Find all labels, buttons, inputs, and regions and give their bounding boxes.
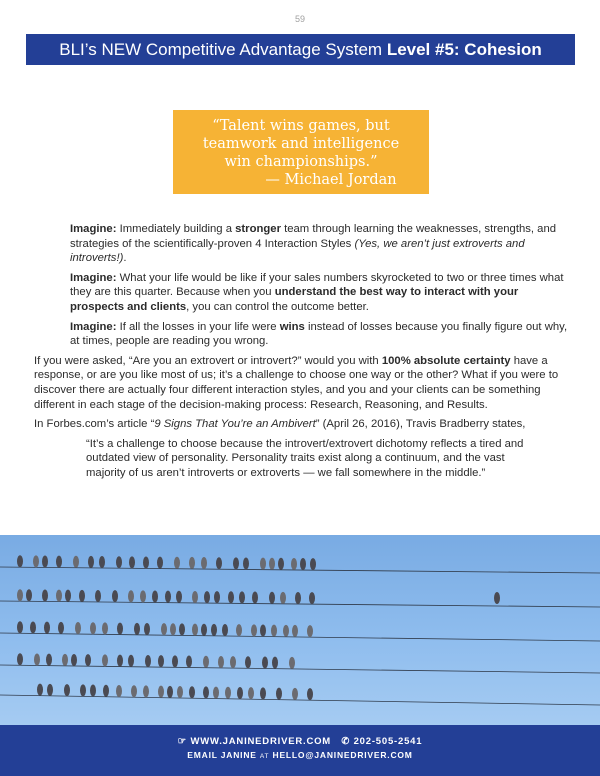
bird — [269, 592, 275, 604]
bird — [17, 653, 23, 665]
bird — [157, 557, 163, 569]
bird — [292, 625, 298, 637]
bird — [152, 591, 158, 603]
text-span: If all the losses in your life were — [116, 320, 280, 333]
bird — [272, 657, 278, 669]
bird — [186, 656, 192, 668]
bird — [248, 687, 254, 699]
bird — [65, 590, 71, 602]
bird — [271, 625, 277, 637]
bird — [71, 654, 77, 666]
bird — [116, 556, 122, 568]
bird — [143, 685, 149, 697]
bird — [44, 622, 50, 634]
bird — [203, 656, 209, 668]
phone-number[interactable]: 202-505-2541 — [353, 736, 423, 747]
bird — [116, 685, 122, 697]
bird — [260, 625, 266, 637]
at-word: AT — [259, 753, 270, 760]
bird — [26, 589, 32, 601]
bird — [131, 685, 137, 697]
power-wire — [0, 567, 600, 573]
bird — [291, 558, 297, 570]
footer-email-row — [0, 750, 600, 760]
bird — [145, 655, 151, 667]
bold-span: wins — [279, 320, 305, 333]
email-link[interactable]: HELLO@JANINEDRIVER.COM — [272, 750, 413, 760]
bird — [112, 590, 118, 602]
quote-box — [173, 110, 429, 194]
text-span: , you can control the outcome better. — [186, 300, 369, 313]
bird — [201, 557, 207, 569]
bird — [218, 656, 224, 668]
bird — [17, 621, 23, 633]
bird — [46, 654, 52, 666]
bird — [88, 556, 94, 568]
bird — [179, 623, 185, 635]
footer — [0, 725, 600, 776]
bird — [251, 624, 257, 636]
text-span: ” (April 26, 2016), Travis Bradberry states, — [315, 418, 526, 431]
bird — [42, 589, 48, 601]
bird — [95, 590, 101, 602]
bird — [203, 686, 209, 698]
bird — [214, 591, 220, 603]
phone-icon: ✆ — [341, 736, 351, 747]
bird — [56, 556, 62, 568]
bird — [189, 686, 195, 698]
bird — [56, 590, 62, 602]
bird — [204, 591, 210, 603]
bird — [75, 622, 81, 634]
power-wire — [0, 633, 600, 641]
bird — [233, 557, 239, 569]
bird — [192, 624, 198, 636]
text-span: If you were asked, “Are you an extrovert or introvert?” would you with — [34, 354, 382, 367]
power-wire — [0, 665, 600, 673]
bird — [292, 688, 298, 700]
text-span: . — [123, 252, 127, 265]
bird — [140, 590, 146, 602]
bird — [269, 558, 275, 570]
bird — [239, 591, 245, 603]
italic-span: (Yes, we aren’t just extroverts and introverts!) — [70, 237, 525, 265]
bird — [17, 555, 23, 567]
bird — [64, 684, 70, 696]
bird — [128, 590, 134, 602]
bird — [30, 621, 36, 633]
bird — [170, 623, 176, 635]
bird — [245, 656, 251, 668]
bird — [289, 657, 295, 669]
imagine-paragraph-2 — [70, 271, 574, 315]
bird — [128, 655, 134, 667]
bird — [102, 622, 108, 634]
bird — [90, 685, 96, 697]
text-span: instead of losses because you finally figure out why, at times, people are reading you wrong. — [70, 320, 568, 348]
bird — [37, 684, 43, 696]
bird — [174, 557, 180, 569]
bird — [134, 623, 140, 635]
bird — [280, 592, 286, 604]
bird — [283, 625, 289, 637]
bird — [158, 686, 164, 698]
body-text — [34, 222, 574, 481]
bird — [161, 623, 167, 635]
forbes-paragraph — [34, 417, 574, 432]
quote-line-1: “Talent wins games, but — [212, 118, 390, 134]
pointing-hand-icon: ☞ — [177, 736, 187, 747]
bird — [172, 655, 178, 667]
text-span: team through learning the weaknesses, strengths, and strategies of the scientifically-proven 4 Interaction Styles — [70, 223, 557, 250]
bird — [300, 558, 306, 570]
bold-span: stronger — [235, 223, 281, 235]
bird — [307, 688, 313, 700]
banner-level: Level #5: Cohesion — [386, 40, 542, 59]
text-span: What your life would be like if your sales numbers skyrocketed to two or three times what they are this quarter. Because when you — [70, 271, 564, 299]
bird — [295, 592, 301, 604]
bird — [34, 653, 40, 665]
section-banner — [26, 34, 575, 65]
bird — [42, 555, 48, 567]
quote-line-3: win championships.” — [224, 154, 378, 170]
bird — [167, 686, 173, 698]
bird — [85, 654, 91, 666]
bird — [243, 557, 249, 569]
bird — [33, 555, 39, 567]
lead-label: Imagine: — [70, 223, 117, 235]
website-link[interactable]: WWW.JANINEDRIVER.COM — [190, 736, 332, 747]
bird — [276, 688, 282, 700]
bold-span: 100% absolute certainty — [381, 354, 511, 367]
bird — [165, 591, 171, 603]
banner-prefix: BLI’s NEW Competitive Advantage System — [59, 40, 387, 59]
bird — [117, 655, 123, 667]
bird — [213, 687, 219, 699]
blockquote: “It’s a challenge to choose because the introvert/extrovert dichotomy reflects a tired and outdated view of personality. Personality traits exist along a continuum, and the vast majority of us aren’t introverts or extroverts — we fall somewhere in the middle.” — [86, 437, 524, 479]
bird — [278, 558, 284, 570]
bird — [189, 557, 195, 569]
bird — [310, 558, 316, 570]
bird — [211, 624, 217, 636]
bird — [192, 591, 198, 603]
bird — [144, 623, 150, 635]
bird — [260, 687, 266, 699]
bird — [216, 557, 222, 569]
imagine-paragraph-1 — [70, 222, 574, 266]
bird — [90, 622, 96, 634]
bird — [309, 592, 315, 604]
bird — [47, 684, 53, 696]
bird — [225, 687, 231, 699]
bird — [262, 657, 268, 669]
lone-bird — [494, 592, 500, 604]
quote-author: — Michael Jordan — [265, 172, 397, 188]
text-span: Immediately building a — [116, 223, 236, 235]
bird — [176, 591, 182, 603]
bird — [143, 556, 149, 568]
footer-contact-row — [0, 736, 600, 747]
bird — [307, 625, 313, 637]
bird — [177, 686, 183, 698]
power-wire — [0, 695, 600, 705]
bird — [222, 624, 228, 636]
imagine-paragraph-3 — [70, 320, 574, 349]
article-title: 9 Signs That You’re an Ambivert — [154, 418, 316, 431]
bird — [58, 622, 64, 634]
bird — [62, 654, 68, 666]
bird — [17, 589, 23, 601]
email-label: EMAIL JANINE — [187, 750, 257, 760]
birds-illustration — [0, 535, 600, 725]
lead-label: Imagine: — [70, 271, 117, 284]
bird — [236, 624, 242, 636]
bird — [230, 656, 236, 668]
bird — [117, 623, 123, 635]
bird — [99, 556, 105, 568]
bird — [158, 655, 164, 667]
bird — [252, 592, 258, 604]
bird — [102, 654, 108, 666]
bold-span: understand the best way to interact with your prospects and clients — [70, 286, 519, 313]
bird — [80, 684, 86, 696]
bird — [73, 556, 79, 568]
bird — [103, 685, 109, 697]
extrovert-paragraph — [34, 354, 574, 412]
bird — [228, 591, 234, 603]
lead-label: Imagine: — [70, 320, 117, 333]
bird — [260, 558, 266, 570]
bird — [79, 590, 85, 602]
page-number: 59 — [294, 14, 305, 24]
bird — [201, 624, 207, 636]
bird — [237, 687, 243, 699]
text-span: In Forbes.com’s article “ — [34, 418, 155, 431]
birds-on-wires-photo — [0, 535, 600, 725]
quote-line-2: teamwork and intelligence — [202, 136, 400, 152]
text-span: have a response, or are you like most of us; it’s a challenge to choose one way or the other? What if you were to discover there are actually four different interaction styles, and you and your clients can be something different in each stage of the decision-making process: Research, Reasoning, and Results. — [34, 354, 559, 411]
bird — [129, 556, 135, 568]
